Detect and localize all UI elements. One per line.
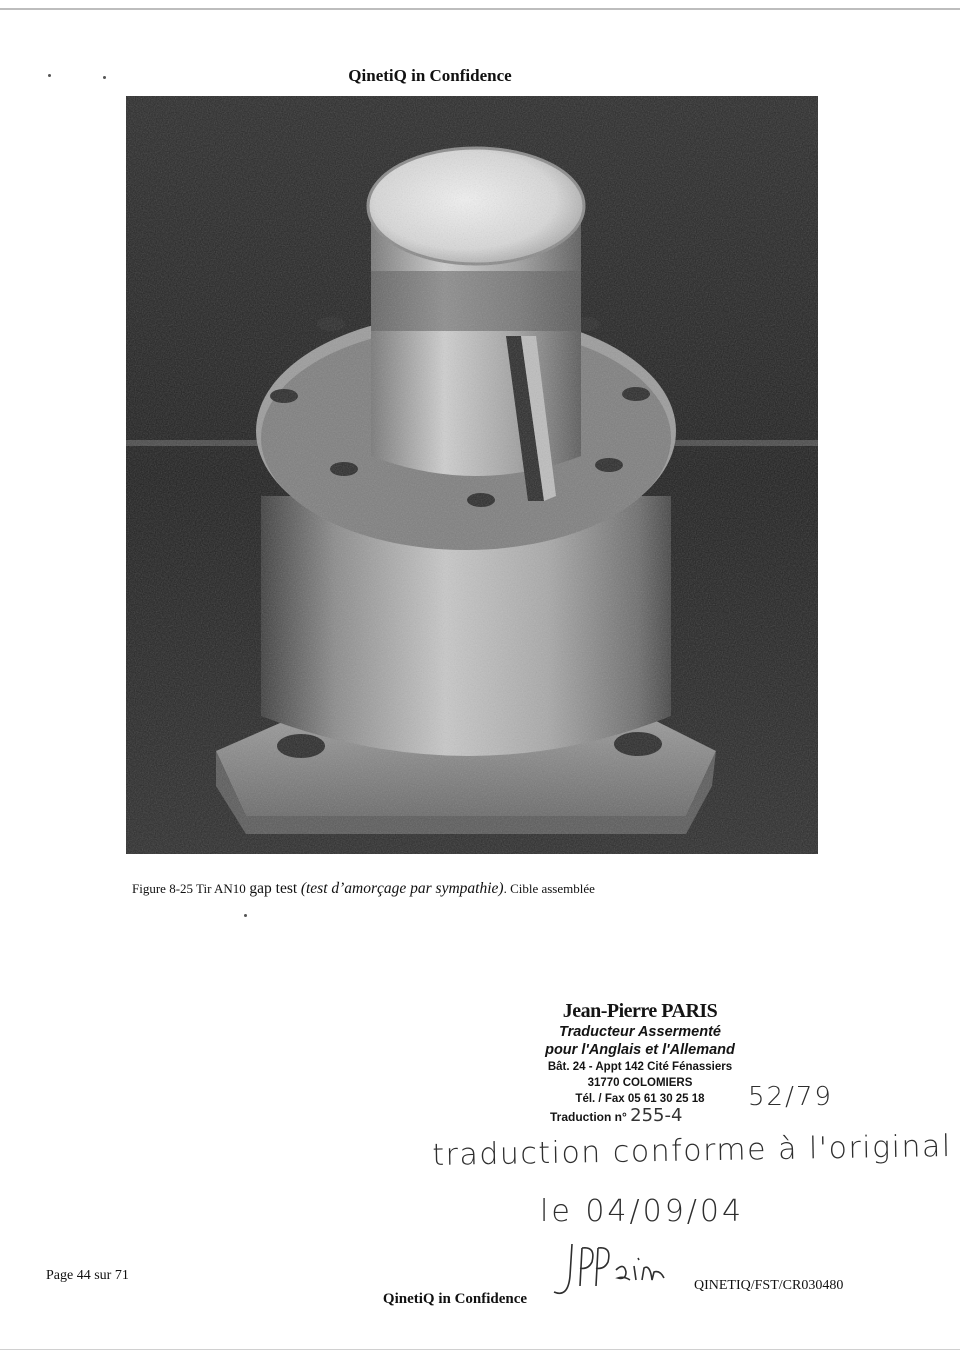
stamp-name: Jean-Pierre PARIS: [562, 1000, 718, 1022]
traduction-number: 255-4: [630, 1105, 683, 1126]
translator-stamp: [520, 1000, 760, 1126]
figure-photo: [126, 96, 818, 854]
stamp-title: Traducteur Assermenté: [559, 1024, 721, 1040]
scan-edge-bottom: [0, 1349, 960, 1350]
stamp-phone: Tél. / Fax 05 61 30 25 18: [575, 1093, 705, 1105]
caption-suffix: . Cible assemblée: [503, 881, 595, 896]
stamp-address-2: 31770 COLOMIERS: [587, 1077, 693, 1089]
stamp-traduction: [520, 1107, 760, 1126]
document-reference: QINETIQ/FST/CR030480: [694, 1278, 844, 1293]
caption-label: Figure 8-25 Tir AN10: [132, 881, 246, 896]
figure-caption: [132, 880, 595, 898]
page-header: QinetiQ in Confidence: [348, 66, 512, 85]
caption-gap-test: gap test: [249, 880, 298, 897]
page-footer: QinetiQ in Confidence: [382, 1291, 528, 1307]
page-number: Page 44 sur 71: [46, 1268, 129, 1283]
assembled-target-photo: [126, 96, 818, 854]
caption-italic: (test d’amorçage par sympathie): [300, 880, 504, 897]
stamp-address-1: Bât. 24 - Appt 142 Cité Fénassiers: [547, 1061, 733, 1073]
scan-edge-top: [0, 8, 960, 10]
handwritten-certification: traduction conforme à l'original: [432, 1128, 952, 1173]
handwritten-page-count: 52/79: [748, 1082, 833, 1112]
handwritten-date: le 04/09/04: [540, 1194, 745, 1229]
stamp-languages: pour l'Anglais et l'Allemand: [545, 1042, 735, 1058]
scan-speck: [244, 914, 247, 917]
traduction-label: Traduction n°: [550, 1110, 627, 1124]
